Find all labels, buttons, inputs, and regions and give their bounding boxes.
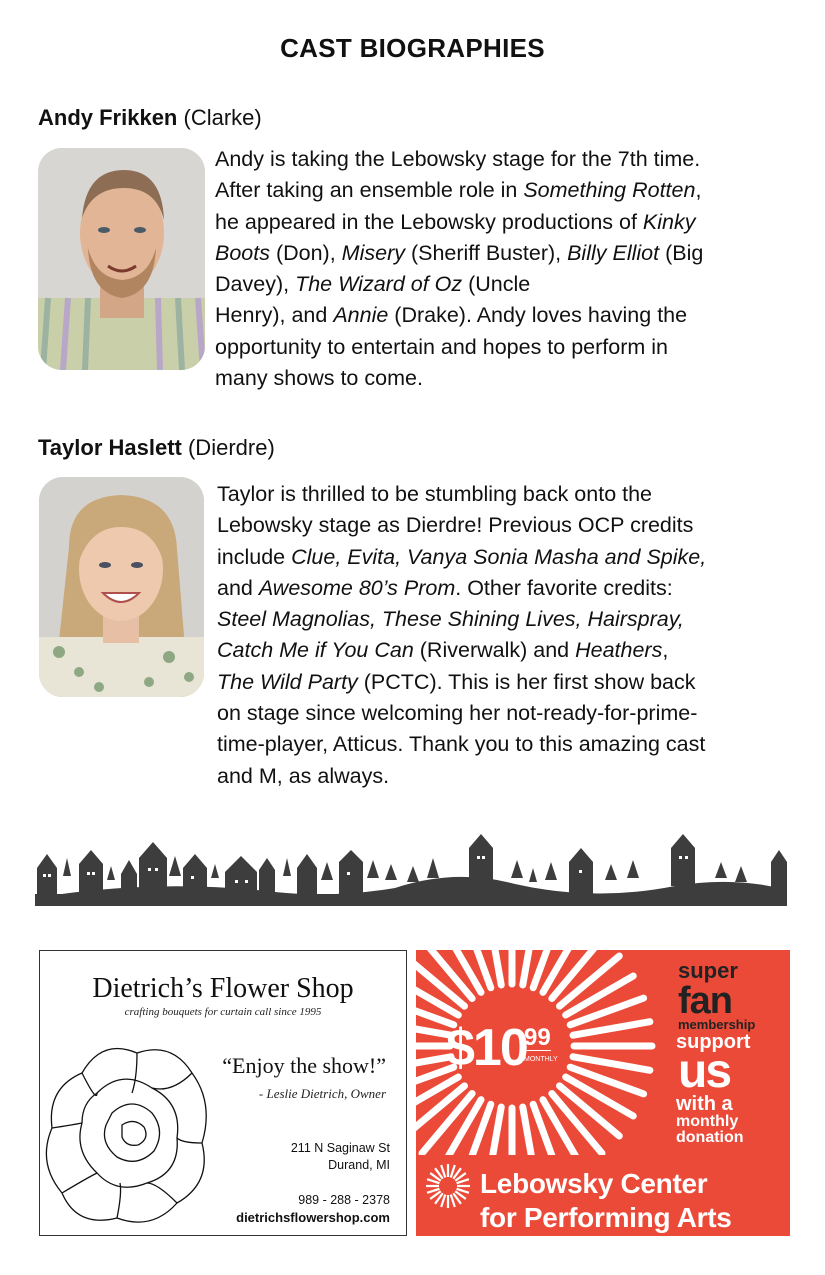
bio-text-segment: include xyxy=(217,544,292,569)
bio-line xyxy=(215,175,795,206)
bio-title-italic: Steel Magnolias, These Shining Lives, Hairspray, xyxy=(217,607,684,632)
headshot-andy xyxy=(38,148,205,370)
bio-text-segment: After taking an ensemble role in xyxy=(215,178,524,203)
bio-line xyxy=(217,573,797,604)
monthly-word: monthly xyxy=(676,1113,739,1130)
bio-title-italic: Heathers xyxy=(575,638,663,663)
bio-line xyxy=(217,479,797,510)
org-name-line-1: Lebowsky Center xyxy=(480,1168,708,1199)
bio-name: Taylor Haslett xyxy=(38,435,182,460)
bio-text-segment: Henry), and xyxy=(215,303,334,328)
shop-tagline: crafting bouquets for curtain call since 1995 xyxy=(124,1006,322,1018)
super-word: super xyxy=(678,958,738,983)
bio-title-italic: Misery xyxy=(341,240,405,265)
bio-line xyxy=(215,238,795,269)
bio-line xyxy=(217,667,797,698)
bio-role: (Dierdre) xyxy=(187,435,275,460)
membership-word: membership xyxy=(678,1017,756,1032)
bio-text-segment: on stage since welcoming her not-ready-for-prime- xyxy=(217,701,698,726)
bio-text-segment: he appeared in the Lebowsky productions of xyxy=(215,209,643,234)
lebowsky-logo-icon xyxy=(424,1162,472,1210)
bio-line xyxy=(217,761,797,792)
bio-text-segment: Lebowsky stage as Dierdre! Previous OCP credits xyxy=(217,513,694,538)
bio-text-segment: . Other favorite credits: xyxy=(455,575,673,600)
with-a-word: with a xyxy=(676,1093,733,1115)
bio-text-segment: time-player, Atticus. Thank you to this amazing cast xyxy=(217,732,706,757)
bio-text-segment: , xyxy=(695,178,702,203)
bio-line xyxy=(217,698,797,729)
bio-heading-andy xyxy=(38,105,262,131)
owner-quote: “Enjoy the show!” xyxy=(222,1053,386,1078)
bio-title-italic: Catch Me if You Can xyxy=(217,638,414,663)
bio-title-italic: Something Rotten xyxy=(523,178,696,203)
bio-text-segment: opportunity to entertain and hopes to perform in xyxy=(215,334,668,359)
headshot-taylor xyxy=(39,477,204,697)
bio-title-italic: Clue, Evita, Vanya Sonia Masha and Spike, xyxy=(291,544,707,569)
bio-text-segment: (PCTC). This is her first show back xyxy=(357,669,696,694)
quote-attribution: - Leslie Dietrich, Owner xyxy=(258,1086,386,1101)
bio-line xyxy=(215,300,795,331)
price: $10 xyxy=(446,1019,527,1077)
bio-text-segment: (Drake). Andy loves having the xyxy=(388,303,688,328)
bio-heading-taylor xyxy=(38,435,275,461)
fan-word: fan xyxy=(678,980,732,1022)
bio-text-segment: (Sheriff Buster), xyxy=(404,240,568,265)
town-skyline-divider xyxy=(35,828,787,908)
bio-text-taylor xyxy=(217,479,797,792)
bio-text-segment: Taylor is thrilled to be stumbling back onto the xyxy=(217,482,653,506)
bio-title-italic: Annie xyxy=(333,303,389,328)
donation-word: donation xyxy=(676,1129,744,1146)
bio-title-italic: The Wizard of Oz xyxy=(295,272,463,297)
bio-text-segment: Andy is taking the Lebowsky stage for the 7th time. xyxy=(215,147,701,171)
org-name-line-2: for Performing Arts xyxy=(480,1202,732,1233)
bio-text-segment: (Big xyxy=(659,240,704,265)
website-link[interactable]: dietrichsflowershop.com xyxy=(236,1210,390,1225)
bio-text-segment: (Don), xyxy=(269,240,342,265)
bio-line xyxy=(217,635,797,666)
phone-number: 989 - 288 - 2378 xyxy=(298,1193,390,1207)
peony-flower-icon xyxy=(42,1033,214,1233)
address-line-2: Durand, MI xyxy=(328,1158,390,1172)
bio-text-segment: and M, as always. xyxy=(217,763,390,788)
bio-line xyxy=(215,332,795,363)
price-cents: 99 xyxy=(524,1024,551,1051)
support-word: support xyxy=(676,1031,751,1053)
bio-line xyxy=(217,542,797,573)
bio-line xyxy=(215,363,795,394)
bio-text-segment: many shows to come. xyxy=(215,366,423,391)
address-line-1: 211 N Saginaw St xyxy=(290,1141,390,1155)
page-title: CAST BIOGRAPHIES xyxy=(280,33,545,63)
bio-title-italic: Kinky xyxy=(642,209,696,234)
bio-role: (Clarke) xyxy=(183,105,262,130)
bio-text-segment: (Uncle xyxy=(462,272,531,297)
bio-title-italic: The Wild Party xyxy=(217,669,358,694)
bio-line xyxy=(217,510,797,541)
bio-text-andy xyxy=(215,144,795,394)
bio-text-segment: (Riverwalk) and xyxy=(413,638,576,663)
bio-title-italic: Boots xyxy=(215,240,270,265)
bio-line xyxy=(217,604,797,635)
bio-title-italic: Awesome 80’s Prom xyxy=(258,575,456,600)
bio-line xyxy=(217,729,797,760)
bio-name: Andy Frikken xyxy=(38,105,178,130)
bio-text-segment: Davey), xyxy=(215,272,296,297)
us-word: us xyxy=(678,1045,731,1098)
bio-title-italic: Billy Elliot xyxy=(567,240,660,265)
super-fan-ad xyxy=(416,950,790,1236)
bio-line xyxy=(215,269,795,300)
bio-line xyxy=(215,207,795,238)
bio-line xyxy=(215,144,795,175)
price-period: MONTHLY xyxy=(524,1056,558,1063)
shop-name: Dietrich’s Flower Shop xyxy=(92,973,354,1004)
flower-shop-ad xyxy=(39,950,407,1236)
bio-text-segment: and xyxy=(217,575,259,600)
bio-text-segment: , xyxy=(662,638,669,663)
